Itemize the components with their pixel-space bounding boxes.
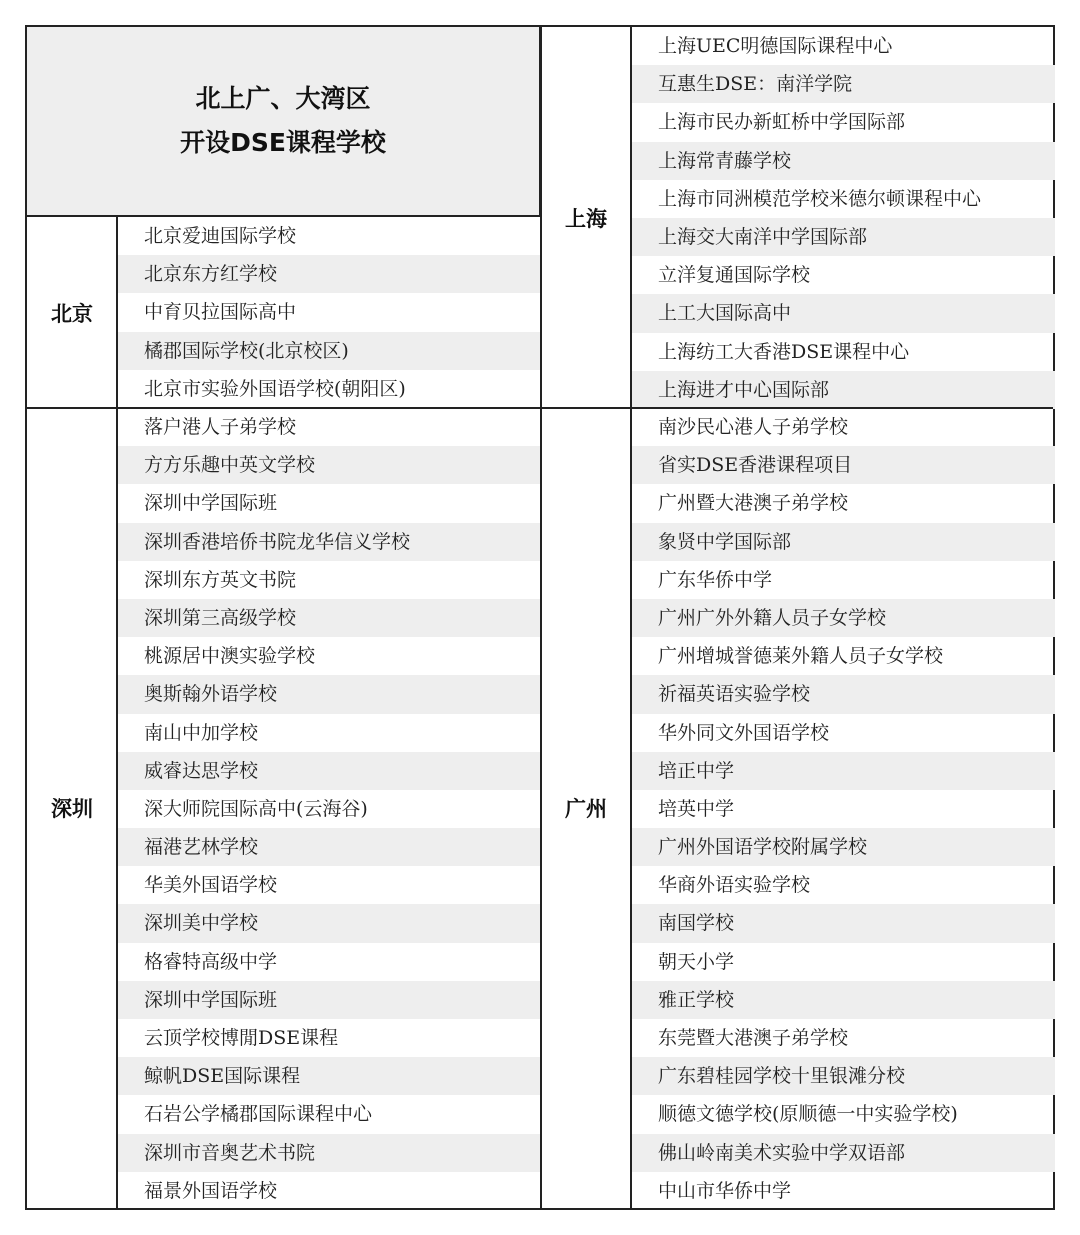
list-item: 北京爱迪国际学校 bbox=[144, 225, 297, 247]
list-item: 佛山岭南美术实验中学双语部 bbox=[631, 1134, 1055, 1172]
list-item: 培正中学 bbox=[631, 752, 1055, 790]
list-item: 南山中加学校 bbox=[144, 721, 259, 744]
list-item: 雅正学校 bbox=[631, 981, 1055, 1019]
list-item: 深圳中学国际班 bbox=[117, 981, 541, 1019]
list-item: 深圳东方英文书院 bbox=[144, 568, 297, 591]
list-item: 上海进才中心国际部 bbox=[631, 371, 1055, 409]
list-item: 云顶学校博閒DSE课程 bbox=[144, 1027, 339, 1049]
list-item: 象贤中学国际部 bbox=[631, 523, 1055, 561]
list-item: 省实DSE香港课程项目 bbox=[631, 446, 1055, 484]
list-item: 南沙民心港人子弟学校 bbox=[658, 416, 849, 438]
list-item: 立洋复通国际学校 bbox=[658, 264, 811, 287]
school-list-guangzhou bbox=[631, 408, 1055, 1210]
list-item: 深圳美中学校 bbox=[117, 904, 541, 942]
region-label-guangzhou: 广州 bbox=[565, 797, 607, 821]
region-label-beijing: 北京 bbox=[51, 301, 93, 326]
dse-schools-table bbox=[25, 25, 1055, 1210]
list-item: 华商外语实验学校 bbox=[658, 874, 811, 897]
list-item: 上海交大南洋中学国际部 bbox=[631, 218, 1055, 256]
list-item: 广东碧桂园学校十里银滩分校 bbox=[631, 1057, 1055, 1095]
list-item: 上海常青藤学校 bbox=[631, 142, 1055, 180]
list-item: 互惠生DSE：南洋学院 bbox=[631, 65, 1055, 103]
list-item: 深圳市音奥艺术书院 bbox=[117, 1134, 541, 1172]
list-item: 南国学校 bbox=[631, 904, 1055, 942]
list-item: 石岩公学橘郡国际课程中心 bbox=[144, 1103, 373, 1126]
list-item: 深圳香港培侨书院龙华信义学校 bbox=[117, 523, 541, 561]
school-list-shenzhen bbox=[117, 408, 541, 1210]
list-item: 深大师院国际高中(云海谷) bbox=[144, 797, 368, 820]
list-item: 华外同文外国语学校 bbox=[658, 721, 830, 744]
list-item: 培英中学 bbox=[658, 797, 735, 820]
school-list-shanghai bbox=[631, 27, 1055, 409]
list-item: 深圳第三高级学校 bbox=[117, 599, 541, 637]
list-item: 广东华侨中学 bbox=[658, 568, 773, 591]
list-item: 祈福英语实验学校 bbox=[631, 675, 1055, 713]
region-label-shanghai: 上海 bbox=[565, 206, 607, 231]
list-item: 广州暨大港澳子弟学校 bbox=[658, 492, 849, 515]
school-list-beijing bbox=[117, 217, 541, 408]
divider bbox=[116, 217, 118, 1208]
divider bbox=[540, 27, 542, 1208]
list-item: 华美外国语学校 bbox=[144, 874, 278, 897]
region-label-shenzhen: 深圳 bbox=[51, 797, 93, 821]
list-item: 中山市华侨中学 bbox=[658, 1179, 792, 1202]
divider bbox=[27, 407, 1053, 409]
list-item: 广州外国语学校附属学校 bbox=[631, 828, 1055, 866]
list-item: 上海纺工大香港DSE课程中心 bbox=[658, 340, 910, 363]
list-item: 福港艺林学校 bbox=[117, 828, 541, 866]
list-item: 深圳中学国际班 bbox=[144, 492, 278, 515]
list-item: 桃源居中澳实验学校 bbox=[144, 645, 316, 668]
list-item: 朝天小学 bbox=[658, 950, 735, 973]
divider bbox=[630, 27, 632, 1208]
list-item: 东莞暨大港澳子弟学校 bbox=[658, 1027, 849, 1049]
list-item: 北京东方红学校 bbox=[117, 255, 541, 293]
list-item: 上工大国际高中 bbox=[631, 294, 1055, 332]
table-title bbox=[27, 27, 541, 217]
list-item: 上海市民办新虹桥中学国际部 bbox=[658, 111, 906, 134]
list-item: 威睿达思学校 bbox=[117, 752, 541, 790]
list-item: 奥斯翰外语学校 bbox=[117, 675, 541, 713]
title-line-2: 开设DSE课程学校 bbox=[180, 128, 386, 157]
list-item: 落户港人子弟学校 bbox=[144, 416, 297, 438]
list-item: 广州广外外籍人员子女学校 bbox=[631, 599, 1055, 637]
list-item: 北京市实验外国语学校(朝阳区) bbox=[144, 377, 406, 400]
list-item: 鲸帆DSE国际课程 bbox=[117, 1057, 541, 1095]
list-item: 上海UEC明德国际课程中心 bbox=[658, 35, 893, 57]
title-line-1: 北上广、大湾区 bbox=[195, 84, 371, 113]
list-item: 中育贝拉国际高中 bbox=[144, 301, 297, 324]
list-item: 顺德文德学校(原顺德一中实验学校) bbox=[658, 1103, 958, 1126]
list-item: 方方乐趣中英文学校 bbox=[117, 446, 541, 484]
list-item: 上海市同洲模范学校米德尔顿课程中心 bbox=[658, 187, 982, 210]
list-item: 格睿特高级中学 bbox=[144, 950, 278, 973]
list-item: 橘郡国际学校(北京校区) bbox=[117, 332, 541, 370]
list-item: 广州增城誉德莱外籍人员子女学校 bbox=[658, 645, 944, 668]
list-item: 福景外国语学校 bbox=[144, 1179, 278, 1202]
